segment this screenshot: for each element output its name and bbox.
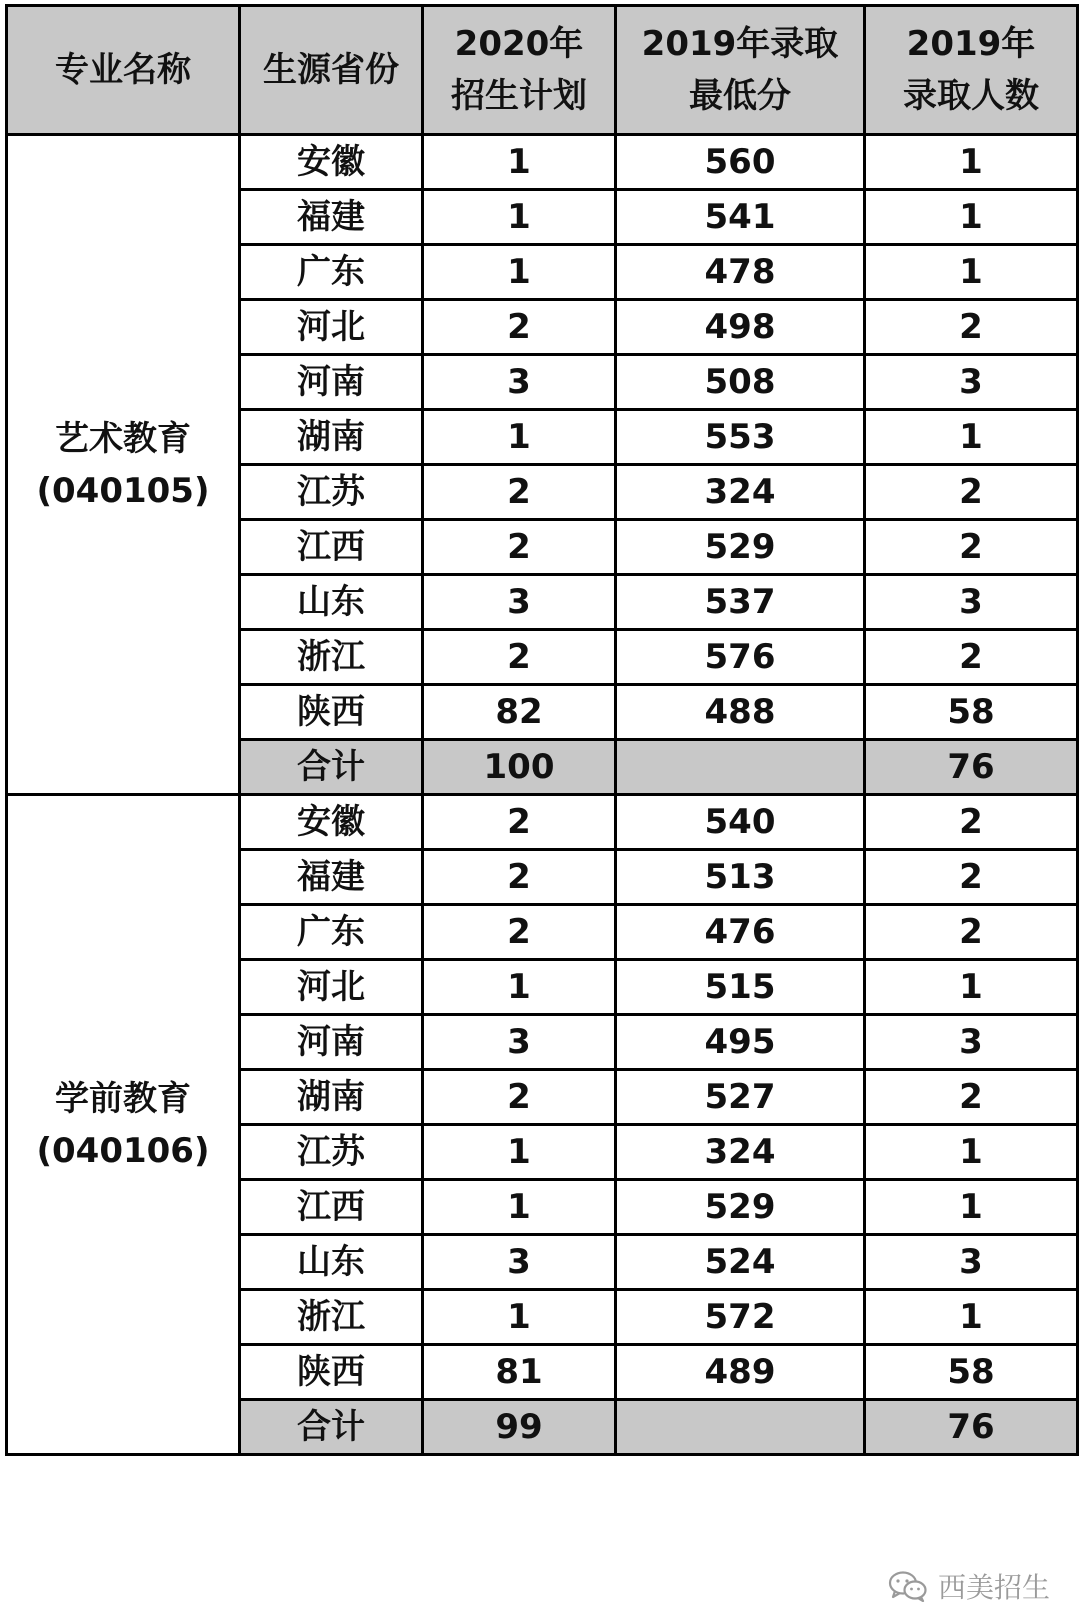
admitted-cell: 3	[865, 1015, 1078, 1070]
major-name-cell	[7, 135, 240, 795]
province-cell: 河北	[240, 300, 423, 355]
admitted-cell: 1	[865, 135, 1078, 190]
table-row	[7, 135, 1078, 190]
major-name-cell	[7, 795, 240, 1455]
admitted-cell: 3	[865, 1235, 1078, 1290]
plan-cell: 81	[423, 1345, 616, 1400]
header-major: 专业名称	[7, 6, 240, 135]
admitted-cell: 1	[865, 1180, 1078, 1235]
plan-cell: 1	[423, 245, 616, 300]
province-cell: 江西	[240, 520, 423, 575]
province-cell: 陕西	[240, 685, 423, 740]
admitted-cell: 1	[865, 245, 1078, 300]
admitted-cell: 1	[865, 410, 1078, 465]
admitted-cell: 3	[865, 575, 1078, 630]
admitted-cell: 58	[865, 685, 1078, 740]
plan-cell: 3	[423, 355, 616, 410]
total-label-cell: 合计	[240, 1400, 423, 1455]
admitted-cell: 58	[865, 1345, 1078, 1400]
province-cell: 福建	[240, 190, 423, 245]
plan-cell: 3	[423, 1235, 616, 1290]
plan-cell: 2	[423, 795, 616, 850]
plan-cell: 1	[423, 960, 616, 1015]
total-label-cell: 合计	[240, 740, 423, 795]
province-cell: 安徽	[240, 795, 423, 850]
header-min-score-2019: 2019年录取 最低分	[616, 6, 865, 135]
province-cell: 山东	[240, 1235, 423, 1290]
table-body	[7, 135, 1078, 1455]
total-admitted-cell: 76	[865, 1400, 1078, 1455]
admitted-cell: 1	[865, 1125, 1078, 1180]
total-plan-cell: 99	[423, 1400, 616, 1455]
plan-cell: 2	[423, 905, 616, 960]
min-score-cell: 527	[616, 1070, 865, 1125]
province-cell: 陕西	[240, 1345, 423, 1400]
watermark	[888, 1566, 1050, 1606]
min-score-cell: 476	[616, 905, 865, 960]
wechat-icon	[888, 1570, 928, 1602]
min-score-cell: 529	[616, 520, 865, 575]
plan-cell: 1	[423, 135, 616, 190]
province-cell: 河北	[240, 960, 423, 1015]
plan-cell: 2	[423, 850, 616, 905]
min-score-cell: 495	[616, 1015, 865, 1070]
table-header	[7, 6, 1078, 135]
province-cell: 山东	[240, 575, 423, 630]
province-cell: 河南	[240, 355, 423, 410]
admitted-cell: 2	[865, 795, 1078, 850]
min-score-cell: 324	[616, 465, 865, 520]
admitted-cell: 2	[865, 1070, 1078, 1125]
major-name-line: 学前教育	[55, 1078, 191, 1119]
enrollment-table	[5, 4, 1079, 1456]
province-cell: 江西	[240, 1180, 423, 1235]
min-score-cell: 513	[616, 850, 865, 905]
admitted-cell: 2	[865, 300, 1078, 355]
province-cell: 湖南	[240, 410, 423, 465]
province-cell: 安徽	[240, 135, 423, 190]
min-score-cell: 576	[616, 630, 865, 685]
plan-cell: 1	[423, 410, 616, 465]
province-cell: 广东	[240, 245, 423, 300]
min-score-cell: 524	[616, 1235, 865, 1290]
plan-cell: 2	[423, 520, 616, 575]
plan-cell: 2	[423, 300, 616, 355]
min-score-cell: 540	[616, 795, 865, 850]
min-score-cell: 488	[616, 685, 865, 740]
province-cell: 浙江	[240, 630, 423, 685]
watermark-text: 西美招生	[937, 1571, 1050, 1604]
admitted-cell: 2	[865, 630, 1078, 685]
plan-cell: 2	[423, 465, 616, 520]
province-cell: 浙江	[240, 1290, 423, 1345]
admitted-cell: 2	[865, 520, 1078, 575]
admitted-cell: 1	[865, 1290, 1078, 1345]
min-score-cell: 537	[616, 575, 865, 630]
admitted-cell: 2	[865, 465, 1078, 520]
plan-cell: 2	[423, 1070, 616, 1125]
min-score-cell: 508	[616, 355, 865, 410]
min-score-cell: 478	[616, 245, 865, 300]
province-cell: 湖南	[240, 1070, 423, 1125]
province-cell: 福建	[240, 850, 423, 905]
total-score-cell	[616, 740, 865, 795]
major-name-line: 艺术教育	[55, 418, 191, 459]
province-cell: 江苏	[240, 465, 423, 520]
min-score-cell: 498	[616, 300, 865, 355]
total-admitted-cell: 76	[865, 740, 1078, 795]
table-row	[7, 795, 1078, 850]
min-score-cell: 515	[616, 960, 865, 1015]
min-score-cell: 529	[616, 1180, 865, 1235]
total-plan-cell: 100	[423, 740, 616, 795]
min-score-cell: 541	[616, 190, 865, 245]
plan-cell: 3	[423, 575, 616, 630]
header-plan-2020: 2020年 招生计划	[423, 6, 616, 135]
admitted-cell: 3	[865, 355, 1078, 410]
header-province: 生源省份	[240, 6, 423, 135]
admitted-cell: 2	[865, 850, 1078, 905]
plan-cell: 1	[423, 1290, 616, 1345]
header-row	[7, 6, 1078, 135]
province-cell: 河南	[240, 1015, 423, 1070]
header-admitted-2019: 2019年 录取人数	[865, 6, 1078, 135]
plan-cell: 1	[423, 190, 616, 245]
admitted-cell: 1	[865, 190, 1078, 245]
min-score-cell: 553	[616, 410, 865, 465]
major-name-line: (040106)	[36, 1130, 210, 1171]
total-score-cell	[616, 1400, 865, 1455]
province-cell: 广东	[240, 905, 423, 960]
plan-cell: 2	[423, 630, 616, 685]
min-score-cell: 572	[616, 1290, 865, 1345]
plan-cell: 1	[423, 1125, 616, 1180]
admitted-cell: 2	[865, 905, 1078, 960]
min-score-cell: 489	[616, 1345, 865, 1400]
min-score-cell: 560	[616, 135, 865, 190]
plan-cell: 1	[423, 1180, 616, 1235]
min-score-cell: 324	[616, 1125, 865, 1180]
plan-cell: 3	[423, 1015, 616, 1070]
province-cell: 江苏	[240, 1125, 423, 1180]
major-name-line: (040105)	[36, 470, 210, 511]
admitted-cell: 1	[865, 960, 1078, 1015]
plan-cell: 82	[423, 685, 616, 740]
